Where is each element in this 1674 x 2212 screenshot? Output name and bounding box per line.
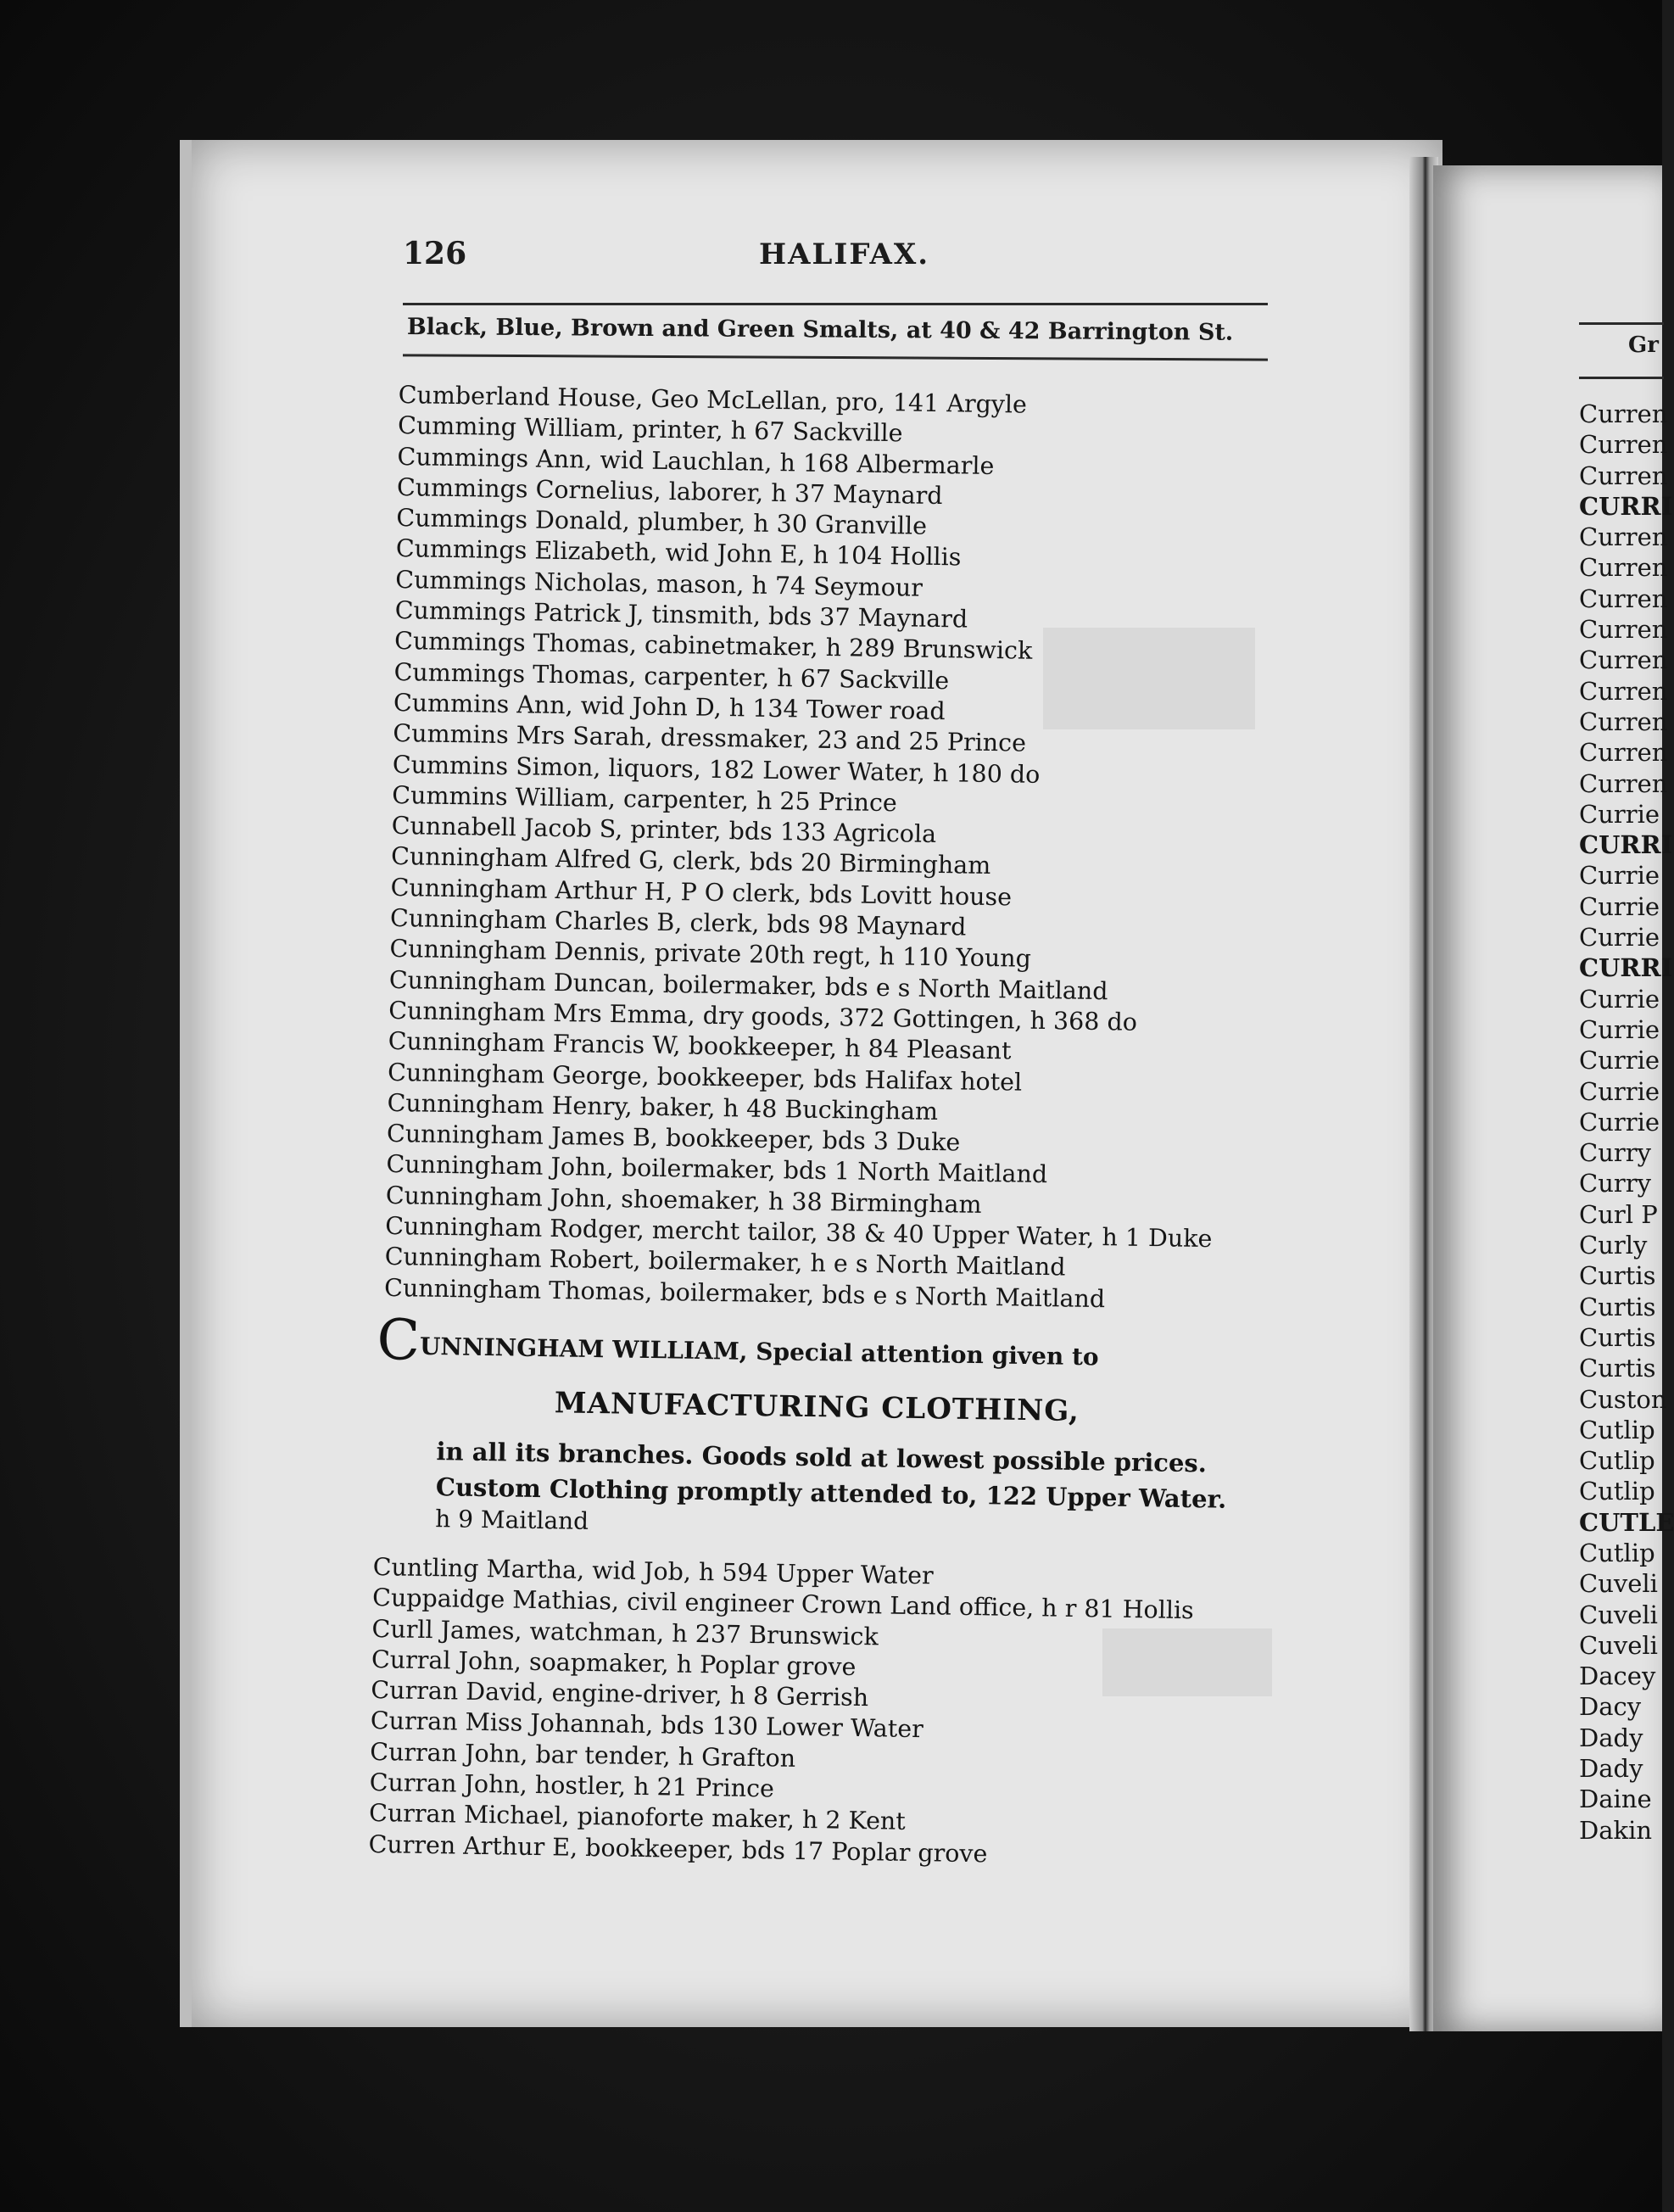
directory-entry: Cummings Donald, plumber, h 30 Granville <box>396 504 928 540</box>
directory-entry: Cunningham Dennis, private 20th regt, h 110 Young <box>389 935 1032 974</box>
advert-line-1: in all its branches. Goods sold at lowest possible prices. <box>436 1437 1208 1478</box>
right-page-entry-fragment: Curren <box>1579 738 1668 768</box>
directory-entry: Cunningham Mrs Emma, dry goods, 372 Gottingen, h 368 do <box>388 996 1138 1036</box>
directory-entry: Cuppaidge Mathias, civil engineer Crown Land office, h r 81 Hollis <box>371 1584 1194 1625</box>
right-page-entry-fragment: Curren <box>1579 645 1668 675</box>
directory-entry: Cunningham Robert, boilermaker, h e s North Maitland <box>384 1243 1066 1282</box>
right-page-entry-fragment: Dakin <box>1579 1815 1653 1845</box>
directory-entry: Curran Miss Johannah, bds 130 Lower Water <box>370 1706 923 1744</box>
right-page-entry-fragment: Currie <box>1579 799 1660 829</box>
directory-entry: Cummings Elizabeth, wid John E, h 104 Hollis <box>395 534 962 572</box>
running-head: HALIFAX. <box>759 237 930 271</box>
page-header <box>403 236 1268 278</box>
right-page-entry-fragment: Currie <box>1579 891 1660 921</box>
right-page-entry-fragment: Cutlip <box>1579 1538 1655 1567</box>
page-number: 126 <box>403 236 467 271</box>
right-page-column <box>1579 399 1674 1846</box>
right-page-entry-fragment: Curren <box>1579 399 1668 428</box>
right-page-entry-fragment: CUTLE <box>1579 1507 1674 1537</box>
right-page-entry-fragment: CURRI <box>1579 830 1673 860</box>
directory-entry: Cunningham James B, bookkeeper, bds 3 Duke <box>386 1120 961 1157</box>
directory-entry: Cummings Ann, wid Lauchlan, h 168 Albermarle <box>397 442 995 480</box>
right-page-entry-fragment: Dady <box>1579 1754 1643 1784</box>
right-page-entry-fragment: CURRI <box>1579 491 1673 521</box>
directory-entry: Cummins Simon, liquors, 182 Lower Water, h 180 do <box>392 750 1041 789</box>
right-page-entry-fragment: Cutlip <box>1579 1446 1655 1476</box>
directory-entry: Curren Arthur E, bookkeeper, bds 17 Poplar grove <box>368 1829 988 1868</box>
directory-entry: Cummins Mrs Sarah, dressmaker, 23 and 25 Prince <box>393 719 1027 757</box>
right-page-entry-fragment: Currie <box>1579 1107 1660 1137</box>
right-page-entry-fragment: Curtis <box>1579 1354 1656 1383</box>
directory-entry: Cunningham Charles B, clerk, bds 98 Maynard <box>389 903 967 941</box>
directory-entry: Curran David, engine-driver, h 8 Gerrish <box>371 1676 869 1712</box>
directory-listing-bottom <box>368 1552 1255 1874</box>
right-page-entry-fragment: Curry <box>1579 1169 1651 1198</box>
right-page-entry-fragment: Currie <box>1579 923 1660 952</box>
directory-entry: Cummins Ann, wid John D, h 134 Tower road <box>393 688 946 726</box>
directory-entry: Cummings Thomas, carpenter, h 67 Sackville <box>393 657 950 695</box>
right-page-entry-fragment: Curtis <box>1579 1261 1656 1291</box>
directory-entry: Cunningham John, boilermaker, bds 1 North Maitland <box>386 1150 1048 1189</box>
directory-entry: Cunningham Duncan, boilermaker, bds e s North Maitland <box>388 965 1108 1005</box>
directory-entry: Cummings Patrick J, tinsmith, bds 37 Maynard <box>394 596 968 634</box>
advert-line-2: Custom Clothing promptly attended to, 122 Upper Water. <box>435 1472 1227 1514</box>
right-page-entry-fragment: CURRI <box>1579 953 1673 983</box>
directory-entry: Cunningham Alfred G, clerk, bds 20 Birmingham <box>390 842 991 880</box>
directory-entry: Cumming William, printer, h 67 Sackville <box>397 411 903 448</box>
right-page-entry-fragment: Dacey <box>1579 1662 1656 1691</box>
directory-entry: Cunningham George, bookkeeper, bds Halifax hotel <box>387 1058 1023 1097</box>
directory-entry: Cunningham Arthur H, P O clerk, bds Lovitt house <box>390 873 1013 912</box>
directory-listing-top <box>384 380 1281 1317</box>
right-page-entry-fragment: Curren <box>1579 522 1668 552</box>
right-page-entry-fragment: Currie <box>1579 1014 1660 1044</box>
advert-drop-cap: C <box>377 1307 421 1373</box>
right-page-entry-fragment: Cuveli <box>1579 1569 1658 1599</box>
right-page-entry-fragment: Cutlip <box>1579 1415 1655 1444</box>
directory-entry: Cunningham John, shoemaker, h 38 Birmingham <box>385 1181 982 1219</box>
advert-headline: MANUFACTURING CLOTHING, <box>554 1386 1080 1429</box>
right-page-entry-fragment: Currie <box>1579 984 1660 1014</box>
right-page-rule <box>1579 322 1664 325</box>
right-page-entry-fragment: Cuveli <box>1579 1600 1658 1629</box>
advert-banner: Black, Blue, Brown and Green Smalts, at 40 & 42 Barrington St. <box>406 314 1234 346</box>
right-page-entry-fragment: Currie <box>1579 861 1660 891</box>
directory-entry: Cummings Thomas, cabinetmaker, h 289 Brunswick <box>393 627 1033 666</box>
directory-entry: Curran John, hostler, h 21 Prince <box>369 1768 775 1803</box>
advert-line-3: h 9 Maitland <box>435 1505 589 1535</box>
right-page-entry-fragment: Curren <box>1579 553 1668 583</box>
directory-entry: Curral John, soapmaker, h Poplar grove <box>371 1645 857 1681</box>
cunningham-advertisement <box>374 1307 1259 1548</box>
right-page-entry-fragment: Cutlip <box>1579 1477 1655 1506</box>
directory-entry: Cumberland House, Geo McLellan, pro, 141 Argyle <box>398 380 1028 419</box>
directory-entry: Curran John, bar tender, h Grafton <box>370 1737 796 1773</box>
right-page-entry-fragment: Curtis <box>1579 1292 1656 1321</box>
directory-entry: Cunningham Thomas, boilermaker, bds e s North Maitland <box>383 1273 1106 1313</box>
directory-entry: Cummings Cornelius, laborer, h 37 Maynard <box>396 472 943 510</box>
right-page-entry-fragment: Curren <box>1579 615 1668 645</box>
directory-entry: Cunningham Francis W, bookkeeper, h 84 Pleasant <box>388 1027 1012 1065</box>
directory-entry: Cunningham Rodger, mercht tailor, 38 & 40 Upper Water, h 1 Duke <box>385 1211 1213 1254</box>
right-page-entry-fragment: Dacy <box>1579 1692 1642 1722</box>
right-page-entry-fragment: Cuveli <box>1579 1630 1658 1660</box>
right-page-entry-fragment: Curly <box>1579 1231 1648 1260</box>
right-page-entry-fragment: Currie <box>1579 1046 1660 1075</box>
right-page-header-fragment: Gr <box>1628 332 1659 358</box>
directory-entry: Cunningham Henry, baker, h 48 Buckingham <box>387 1088 939 1126</box>
directory-entry: Cuntling Martha, wid Job, h 594 Upper Water <box>372 1552 934 1590</box>
right-page-entry-fragment: Daine <box>1579 1785 1652 1814</box>
directory-entry: Curll James, watchman, h 237 Brunswick <box>371 1614 879 1651</box>
advert-first-text: UNNINGHAM WILLIAM, Special attention given to <box>419 1332 1099 1371</box>
directory-entry: Curran Michael, pianoforte maker, h 2 Kent <box>368 1799 907 1836</box>
right-page-entry-fragment: Custon <box>1579 1384 1667 1414</box>
right-page-rule <box>1579 377 1664 379</box>
right-page-entry-fragment: Curtis <box>1579 1322 1656 1352</box>
header-rule <box>403 303 1268 305</box>
directory-entry: Cummins William, carpenter, h 25 Prince <box>392 780 898 818</box>
right-page-entry-fragment: Curren <box>1579 707 1668 736</box>
right-page-entry-fragment: Curren <box>1579 584 1668 613</box>
directory-entry: Cunnabell Jacob S, printer, bds 133 Agricola <box>391 812 937 849</box>
directory-entry: Cummings Nicholas, mason, h 74 Seymour <box>395 565 923 602</box>
right-page-entry-fragment: Curl P <box>1579 1199 1658 1229</box>
right-page-entry-fragment: Curren <box>1579 768 1668 798</box>
right-page-entry-fragment: Curry <box>1579 1138 1651 1168</box>
right-page-entry-fragment: Currie <box>1579 1076 1660 1106</box>
right-page-entry-fragment: Curren <box>1579 461 1668 490</box>
right-page-entry-fragment: Curren <box>1579 676 1668 706</box>
right-page-entry-fragment: Dady <box>1579 1723 1643 1752</box>
right-page-entry-fragment: Curren <box>1579 430 1668 460</box>
